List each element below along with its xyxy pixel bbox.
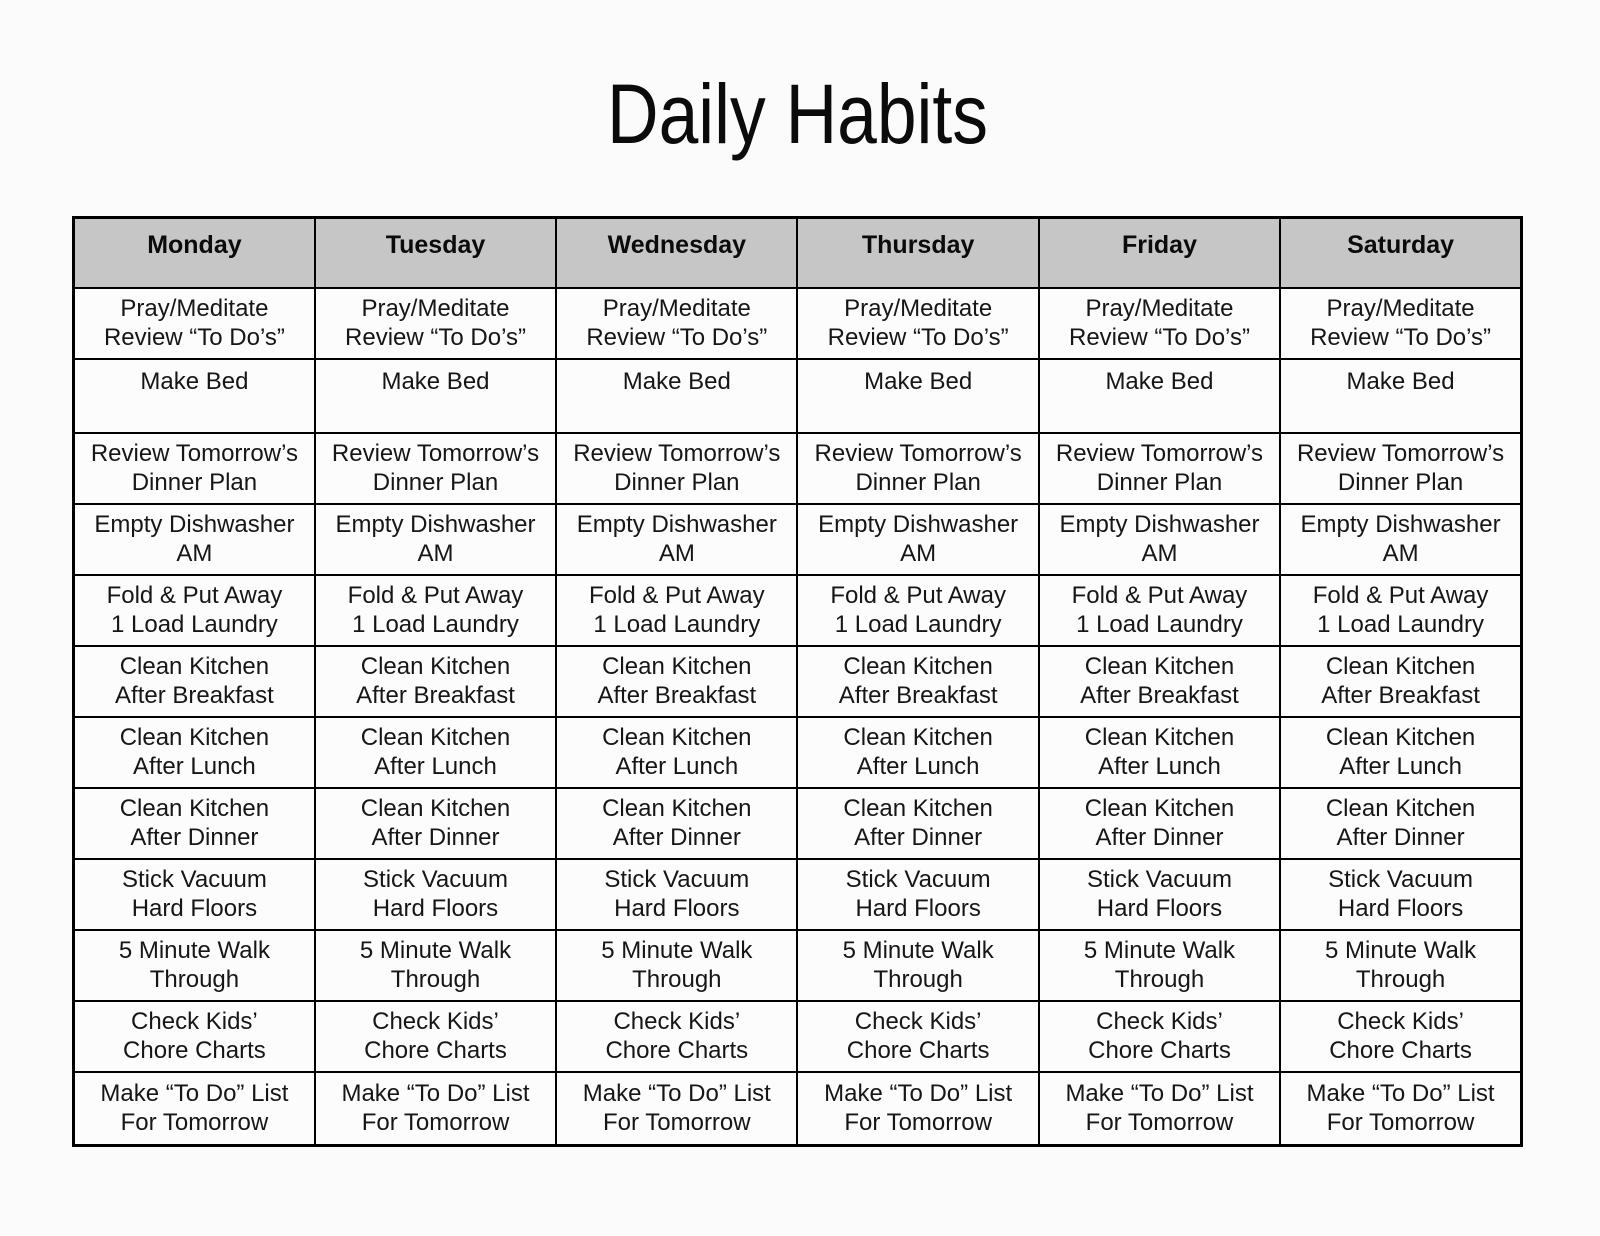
habit-cell xyxy=(315,288,556,359)
habit-line-1: Clean Kitchen xyxy=(843,653,993,680)
habit-line-1: Clean Kitchen xyxy=(1084,724,1235,751)
habit-line-1: Empty Dishwasher xyxy=(1300,511,1501,538)
habit-line-2: Through xyxy=(149,966,240,993)
habit-line-2: AM xyxy=(1382,540,1419,567)
habit-line-2: Review “To Do’s” xyxy=(1069,324,1250,351)
habit-line-2: After Breakfast xyxy=(356,682,515,709)
day-header-wednesday: Wednesday xyxy=(556,218,797,288)
habit-line-1: Review Tomorrow’s xyxy=(331,440,540,467)
habit-line-2: After Breakfast xyxy=(1080,682,1239,709)
habit-line-2: AM xyxy=(658,540,695,567)
habit-cell xyxy=(315,433,556,504)
habit-cell xyxy=(1280,1072,1521,1146)
habit-line-2: Dinner Plan xyxy=(131,469,258,496)
habit-cell xyxy=(1039,359,1280,433)
habit-line-2: For Tomorrow xyxy=(603,1109,751,1137)
habit-line-1: Make “To Do” List xyxy=(582,1080,771,1108)
habit-line-2: After Lunch xyxy=(615,753,739,780)
habit-cell xyxy=(74,788,315,859)
habit-line-1: Check Kids’ xyxy=(854,1008,982,1035)
habit-line-1: Make “To Do” List xyxy=(1065,1080,1254,1108)
habit-line-2: AM xyxy=(1141,540,1178,567)
habit-line-1: Clean Kitchen xyxy=(602,724,752,751)
habit-line-2: 1 Load Laundry xyxy=(593,611,761,638)
habit-line-1: Fold & Put Away xyxy=(588,582,765,609)
habit-cell xyxy=(74,288,315,359)
habit-cell xyxy=(74,1001,315,1072)
habit-line-2 xyxy=(1281,396,1520,425)
habit-line-1: Make Bed xyxy=(1346,367,1455,395)
habit-line-1: Make Bed xyxy=(1105,367,1214,395)
habit-line-1: Fold & Put Away xyxy=(1312,582,1489,609)
day-header-friday: Friday xyxy=(1039,218,1280,288)
habit-line-2: Chore Charts xyxy=(1329,1037,1472,1064)
habit-cell xyxy=(556,1001,797,1072)
habit-line-1: Stick Vacuum xyxy=(1328,866,1474,893)
habit-cell xyxy=(797,646,1038,717)
habit-line-1: Empty Dishwasher xyxy=(94,511,295,538)
habit-cell xyxy=(556,288,797,359)
habit-line-2: After Dinner xyxy=(371,824,500,851)
habit-line-2: After Dinner xyxy=(1095,824,1224,851)
habit-line-1: Review Tomorrow’s xyxy=(573,440,781,467)
habit-line-1: 5 Minute Walk xyxy=(359,937,512,964)
habit-line-2: Chore Charts xyxy=(846,1037,990,1064)
habit-line-2: For Tomorrow xyxy=(1085,1109,1234,1137)
habit-line-2: Chore Charts xyxy=(1088,1037,1231,1064)
habit-line-2: Chore Charts xyxy=(605,1037,749,1064)
habit-cell xyxy=(74,930,315,1001)
habit-line-1: Stick Vacuum xyxy=(121,866,267,893)
habit-cell xyxy=(315,575,556,646)
habit-line-1: Pray/Meditate xyxy=(1326,295,1475,322)
habit-row xyxy=(74,433,1522,504)
habit-line-2 xyxy=(557,396,796,425)
habit-cell xyxy=(315,504,556,575)
habit-line-1: Make “To Do” List xyxy=(341,1080,530,1108)
habit-line-1: Clean Kitchen xyxy=(843,724,993,751)
habit-line-1: Stick Vacuum xyxy=(363,866,508,893)
habit-line-2: Through xyxy=(390,966,481,993)
habit-line-2: After Lunch xyxy=(1339,753,1462,780)
habit-line-2: 1 Load Laundry xyxy=(352,611,519,638)
habit-cell xyxy=(1280,717,1521,788)
habit-cell xyxy=(74,1072,315,1146)
habit-line-2 xyxy=(1040,396,1279,425)
habit-row xyxy=(74,646,1522,717)
habit-line-2: Dinner Plan xyxy=(372,469,499,496)
habit-line-2: AM xyxy=(417,540,454,567)
habit-line-1: 5 Minute Walk xyxy=(842,937,994,964)
habit-line-2: For Tomorrow xyxy=(361,1109,510,1137)
habit-cell xyxy=(797,859,1038,930)
habit-line-1: Clean Kitchen xyxy=(1084,795,1235,822)
habit-cell xyxy=(556,575,797,646)
habit-line-1: Check Kids’ xyxy=(131,1008,258,1035)
table-header xyxy=(74,218,1522,288)
habit-line-1: Review Tomorrow’s xyxy=(1055,440,1264,467)
habit-line-1: Clean Kitchen xyxy=(360,724,511,751)
habit-line-2: Chore Charts xyxy=(123,1037,266,1064)
habit-cell xyxy=(1280,288,1521,359)
habit-line-2: Through xyxy=(1114,966,1205,993)
habit-line-2: After Dinner xyxy=(612,824,741,851)
habit-line-1: Pray/Meditate xyxy=(1085,295,1234,322)
habit-cell xyxy=(797,930,1038,1001)
habit-line-2: After Lunch xyxy=(374,753,497,780)
habit-row xyxy=(74,288,1522,359)
habit-line-1: Make Bed xyxy=(381,367,490,395)
habit-line-2: AM xyxy=(176,540,213,567)
habit-cell xyxy=(74,859,315,930)
habit-line-1: Pray/Meditate xyxy=(361,295,510,322)
habit-line-1: Make “To Do” List xyxy=(1306,1080,1495,1108)
habit-row xyxy=(74,575,1522,646)
habit-line-2: Through xyxy=(873,966,963,993)
habit-line-1: Pray/Meditate xyxy=(602,295,751,322)
habit-line-1: Fold & Put Away xyxy=(347,582,524,609)
habit-row xyxy=(74,1072,1522,1146)
habit-line-1: Fold & Put Away xyxy=(1071,582,1248,609)
habit-line-2: Dinner Plan xyxy=(1337,469,1464,496)
habit-cell xyxy=(1280,504,1521,575)
habit-line-1: Make Bed xyxy=(140,367,249,395)
habit-line-2: After Lunch xyxy=(1098,753,1221,780)
habit-cell xyxy=(315,930,556,1001)
habit-line-1: Check Kids’ xyxy=(613,1008,741,1035)
habit-cell xyxy=(1280,433,1521,504)
habit-cell xyxy=(1280,646,1521,717)
habit-cell xyxy=(1039,788,1280,859)
habit-line-2: After Lunch xyxy=(133,753,256,780)
habit-cell xyxy=(1039,930,1280,1001)
habit-row xyxy=(74,930,1522,1001)
habit-cell xyxy=(556,717,797,788)
habit-line-1: Clean Kitchen xyxy=(1084,653,1235,680)
habit-cell xyxy=(1280,788,1521,859)
habit-cell xyxy=(1280,1001,1521,1072)
habit-line-2: After Breakfast xyxy=(115,682,274,709)
habit-line-1: Clean Kitchen xyxy=(360,795,511,822)
page-title: Daily Habits xyxy=(607,67,988,161)
habit-line-1: Clean Kitchen xyxy=(119,653,270,680)
habit-cell xyxy=(1280,359,1521,433)
habit-line-2: After Dinner xyxy=(854,824,983,851)
habit-cell xyxy=(797,575,1038,646)
habit-cell xyxy=(315,646,556,717)
habit-line-1: Fold & Put Away xyxy=(106,582,283,609)
habit-line-2: Review “To Do’s” xyxy=(827,324,1009,351)
habit-line-1: Clean Kitchen xyxy=(602,795,752,822)
habit-cell xyxy=(797,788,1038,859)
habit-cell xyxy=(315,717,556,788)
habit-cell xyxy=(1039,575,1280,646)
habit-cell xyxy=(556,859,797,930)
habit-line-2: After Dinner xyxy=(130,824,259,851)
habit-cell xyxy=(797,504,1038,575)
habit-cell xyxy=(74,359,315,433)
habit-line-1: Stick Vacuum xyxy=(1087,866,1232,893)
habit-line-2: Hard Floors xyxy=(131,895,258,922)
habit-cell xyxy=(556,359,797,433)
habit-line-1: Stick Vacuum xyxy=(845,866,991,893)
habit-line-2: Review “To Do’s” xyxy=(1310,324,1492,351)
habit-line-2: Review “To Do’s” xyxy=(586,324,768,351)
habit-cell xyxy=(556,433,797,504)
habit-line-1: Make Bed xyxy=(864,367,973,395)
habit-cell xyxy=(797,1072,1038,1146)
habit-cell xyxy=(315,1072,556,1146)
habit-line-2: For Tomorrow xyxy=(844,1109,992,1137)
habit-cell xyxy=(315,359,556,433)
habit-line-2: After Dinner xyxy=(1336,824,1465,851)
habit-line-1: Clean Kitchen xyxy=(843,795,993,822)
habit-cell xyxy=(797,359,1038,433)
habit-line-2: Chore Charts xyxy=(364,1037,507,1064)
habit-cell xyxy=(797,433,1038,504)
habit-line-1: 5 Minute Walk xyxy=(601,937,753,964)
habit-line-2: For Tomorrow xyxy=(120,1109,269,1137)
habit-cell xyxy=(1039,717,1280,788)
habit-line-1: Make “To Do” List xyxy=(100,1080,289,1108)
header-row xyxy=(74,218,1522,288)
habit-line-1: Empty Dishwasher xyxy=(818,511,1019,538)
habit-line-2: 1 Load Laundry xyxy=(834,611,1002,638)
habit-cell xyxy=(74,504,315,575)
habit-cell xyxy=(797,288,1038,359)
habit-line-2: Dinner Plan xyxy=(1096,469,1223,496)
day-header-tuesday: Tuesday xyxy=(315,218,556,288)
habit-cell xyxy=(315,1001,556,1072)
habit-line-1: Clean Kitchen xyxy=(360,653,511,680)
habit-row xyxy=(74,504,1522,575)
habit-cell xyxy=(1280,575,1521,646)
habit-line-1: Clean Kitchen xyxy=(602,653,752,680)
habit-cell xyxy=(74,717,315,788)
habit-cell xyxy=(556,930,797,1001)
habit-cell xyxy=(315,859,556,930)
habit-cell xyxy=(74,433,315,504)
habit-line-1: Review Tomorrow’s xyxy=(1296,440,1505,467)
table-body xyxy=(74,288,1522,1146)
habit-line-1: Clean Kitchen xyxy=(119,724,270,751)
habit-cell xyxy=(797,717,1038,788)
habit-cell xyxy=(556,1072,797,1146)
habit-line-2: After Lunch xyxy=(856,753,980,780)
habit-line-2: Hard Floors xyxy=(1096,895,1223,922)
habit-cell xyxy=(1039,288,1280,359)
habit-line-1: Clean Kitchen xyxy=(119,795,270,822)
habit-cell xyxy=(1280,859,1521,930)
habit-cell xyxy=(315,788,556,859)
habit-cell xyxy=(556,788,797,859)
habit-line-2: After Breakfast xyxy=(838,682,998,709)
habit-line-1: Stick Vacuum xyxy=(604,866,750,893)
habit-line-2: Review “To Do’s” xyxy=(345,324,526,351)
day-header-saturday: Saturday xyxy=(1280,218,1521,288)
habit-cell xyxy=(556,504,797,575)
habit-line-2 xyxy=(75,396,314,425)
habit-line-2: Review “To Do’s” xyxy=(103,324,285,351)
habit-line-2 xyxy=(798,396,1037,425)
habit-line-2: Dinner Plan xyxy=(614,469,740,496)
habit-row xyxy=(74,859,1522,930)
habit-line-1: Empty Dishwasher xyxy=(576,511,777,538)
habit-line-2: 1 Load Laundry xyxy=(1076,611,1243,638)
habit-line-1: 5 Minute Walk xyxy=(1083,937,1236,964)
habit-line-2: Hard Floors xyxy=(855,895,981,922)
habit-cell xyxy=(1039,646,1280,717)
habit-line-2: Through xyxy=(632,966,722,993)
habit-line-2: Hard Floors xyxy=(372,895,499,922)
habit-line-2 xyxy=(316,396,555,425)
habit-cell xyxy=(797,1001,1038,1072)
habit-line-2: 1 Load Laundry xyxy=(1317,611,1484,638)
habit-line-2: For Tomorrow xyxy=(1326,1109,1475,1137)
habit-line-2: After Breakfast xyxy=(1321,682,1480,709)
habit-cell xyxy=(74,575,315,646)
habit-line-2: 1 Load Laundry xyxy=(111,611,278,638)
habit-line-1: Clean Kitchen xyxy=(1325,724,1476,751)
habit-line-2: Dinner Plan xyxy=(855,469,981,496)
habit-cell xyxy=(1039,504,1280,575)
habit-line-1: 5 Minute Walk xyxy=(118,937,270,964)
habit-line-1: Make “To Do” List xyxy=(824,1080,1013,1108)
habit-row xyxy=(74,359,1522,433)
habit-cell xyxy=(1280,930,1521,1001)
habit-cell xyxy=(74,646,315,717)
habit-row xyxy=(74,1001,1522,1072)
habit-line-1: Empty Dishwasher xyxy=(335,511,536,538)
habit-cell xyxy=(1039,1001,1280,1072)
habit-line-1: Pray/Meditate xyxy=(844,295,993,322)
day-header-thursday: Thursday xyxy=(797,218,1038,288)
habit-line-2: AM xyxy=(900,540,937,567)
habit-cell xyxy=(1039,859,1280,930)
habit-line-1: Review Tomorrow’s xyxy=(90,440,298,467)
habit-line-1: Empty Dishwasher xyxy=(1059,511,1260,538)
habit-line-1: Check Kids’ xyxy=(372,1008,499,1035)
habit-line-1: Check Kids’ xyxy=(1096,1008,1223,1035)
habit-line-1: Review Tomorrow’s xyxy=(814,440,1022,467)
day-header-monday: Monday xyxy=(74,218,315,288)
habit-line-1: Fold & Put Away xyxy=(830,582,1006,609)
habit-line-2: Through xyxy=(1355,966,1446,993)
habit-row xyxy=(74,788,1522,859)
habit-line-2: After Breakfast xyxy=(597,682,757,709)
habit-cell xyxy=(1039,433,1280,504)
habit-line-1: Clean Kitchen xyxy=(1325,795,1476,822)
daily-habits-table xyxy=(72,216,1523,1147)
habit-line-1: Pray/Meditate xyxy=(120,295,269,322)
habit-line-1: Clean Kitchen xyxy=(1325,653,1476,680)
habit-line-1: 5 Minute Walk xyxy=(1324,937,1477,964)
habit-line-1: Make Bed xyxy=(622,367,731,395)
habit-cell xyxy=(1039,1072,1280,1146)
habit-row xyxy=(74,717,1522,788)
habit-line-2: Hard Floors xyxy=(614,895,740,922)
habit-line-1: Check Kids’ xyxy=(1337,1008,1464,1035)
habit-line-2: Hard Floors xyxy=(1337,895,1464,922)
habit-cell xyxy=(556,646,797,717)
